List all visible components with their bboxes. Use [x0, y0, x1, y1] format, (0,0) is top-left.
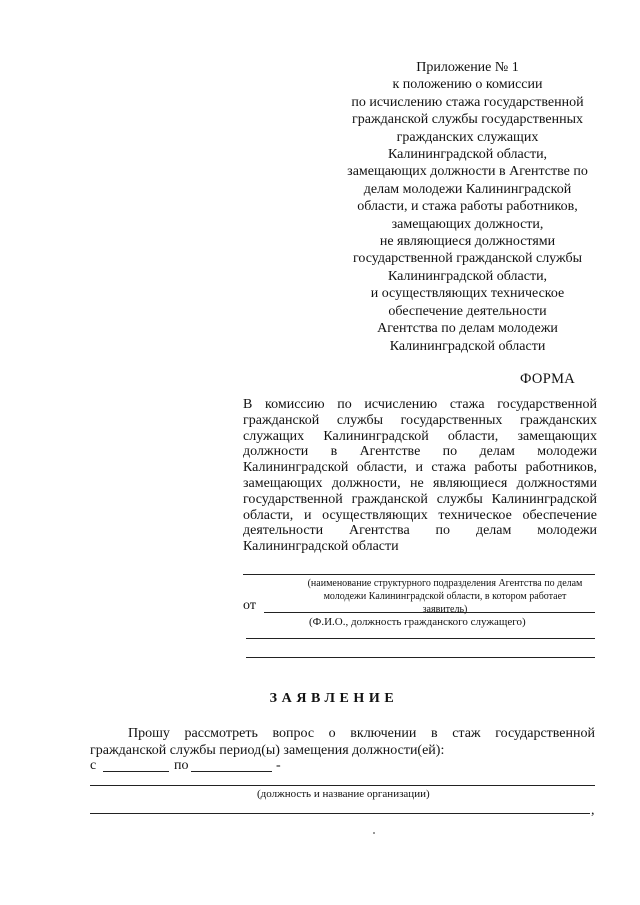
- addressee-line: государственной гражданской службы Калининградской: [243, 491, 597, 507]
- appendix-line: и осуществляющих техническое: [370, 286, 565, 302]
- trailing-comma: ,: [591, 803, 595, 818]
- position-blank-line[interactable]: [90, 785, 595, 786]
- from-label: от: [243, 598, 256, 613]
- appendix-line: Приложение № 1: [416, 60, 519, 75]
- fio-caption: (Ф.И.О., должность гражданского служащего): [309, 616, 526, 628]
- appendix-line: Калининградской области: [389, 338, 546, 354]
- form-label: ФОРМА: [520, 371, 576, 387]
- appendix-line: области, и стажа работы работников,: [357, 199, 578, 215]
- subdivision-caption-line: молодежи Калининградской области, в котором работает заявитель): [323, 591, 567, 615]
- appendix-line: замещающих должности в Агентстве по: [347, 164, 588, 180]
- appendix-line: делам молодежи Калининградской: [363, 181, 572, 197]
- period-from-label: с: [90, 758, 97, 773]
- appendix-line: гражданской службы государственных: [352, 112, 583, 128]
- addressee-line: области, и осуществляющих техническое обеспечение: [243, 507, 597, 523]
- request-line: гражданской службы период(ы) замещения должности(ей):: [90, 743, 445, 758]
- appendix-line: гражданских служащих: [396, 129, 539, 145]
- addressee-line: гражданской службы государственных гражданских: [243, 412, 597, 428]
- appendix-header: [330, 59, 605, 355]
- addressee-block: [243, 397, 597, 555]
- fio-blank-line-3[interactable]: [246, 657, 595, 658]
- subdivision-caption-line: (наименование структурного подразделения Агентства по делам: [307, 578, 583, 589]
- addressee-line: В комиссию по исчислению стажа государственной: [243, 397, 597, 412]
- appendix-line: к положению о комиссии: [392, 77, 543, 93]
- appendix-line: Агентства по делам молодежи: [377, 321, 558, 337]
- addressee-line: должности в Агентстве по делам молодежи: [243, 444, 597, 460]
- appendix-line: обеспечение деятельности: [388, 303, 547, 319]
- subdivision-caption: [300, 577, 590, 616]
- appendix-line: Калининградской области,: [387, 147, 548, 163]
- statement-title: ЗАЯВЛЕНИЕ: [269, 691, 399, 706]
- appendix-line: Калининградской области,: [387, 268, 548, 284]
- period-from-blank[interactable]: [103, 771, 169, 772]
- position-caption: (должность и название организации): [257, 788, 430, 800]
- addressee-line: Калининградской области: [243, 539, 399, 555]
- addressee-line: деятельности Агентства по делам молодежи: [243, 523, 597, 539]
- appendix-line: замещающих должности,: [391, 216, 544, 232]
- request-line: Прошу рассмотреть вопрос о включении в стаж государственной: [128, 726, 595, 741]
- fio-blank-line-2[interactable]: [246, 638, 595, 639]
- addressee-line: служащих Калининградской области, замещающих: [243, 428, 597, 444]
- position-blank-line-2[interactable]: [90, 813, 590, 814]
- from-blank-line[interactable]: [264, 612, 595, 613]
- subdivision-blank-line[interactable]: [243, 574, 595, 575]
- appendix-line: не являющиеся должностями: [379, 234, 556, 250]
- addressee-line: Калининградской области, и стажа работы работников,: [243, 460, 597, 476]
- scan-speck: [373, 832, 375, 834]
- period-to-label: по: [174, 758, 189, 773]
- request-text: [90, 725, 595, 759]
- period-to-blank[interactable]: [191, 771, 272, 772]
- period-dash: -: [276, 758, 281, 773]
- appendix-line: по исчислению стажа государственной: [351, 94, 584, 110]
- addressee-line: замещающих должности, не являющиеся должностями: [243, 475, 597, 491]
- appendix-line: государственной гражданской службы: [352, 251, 583, 267]
